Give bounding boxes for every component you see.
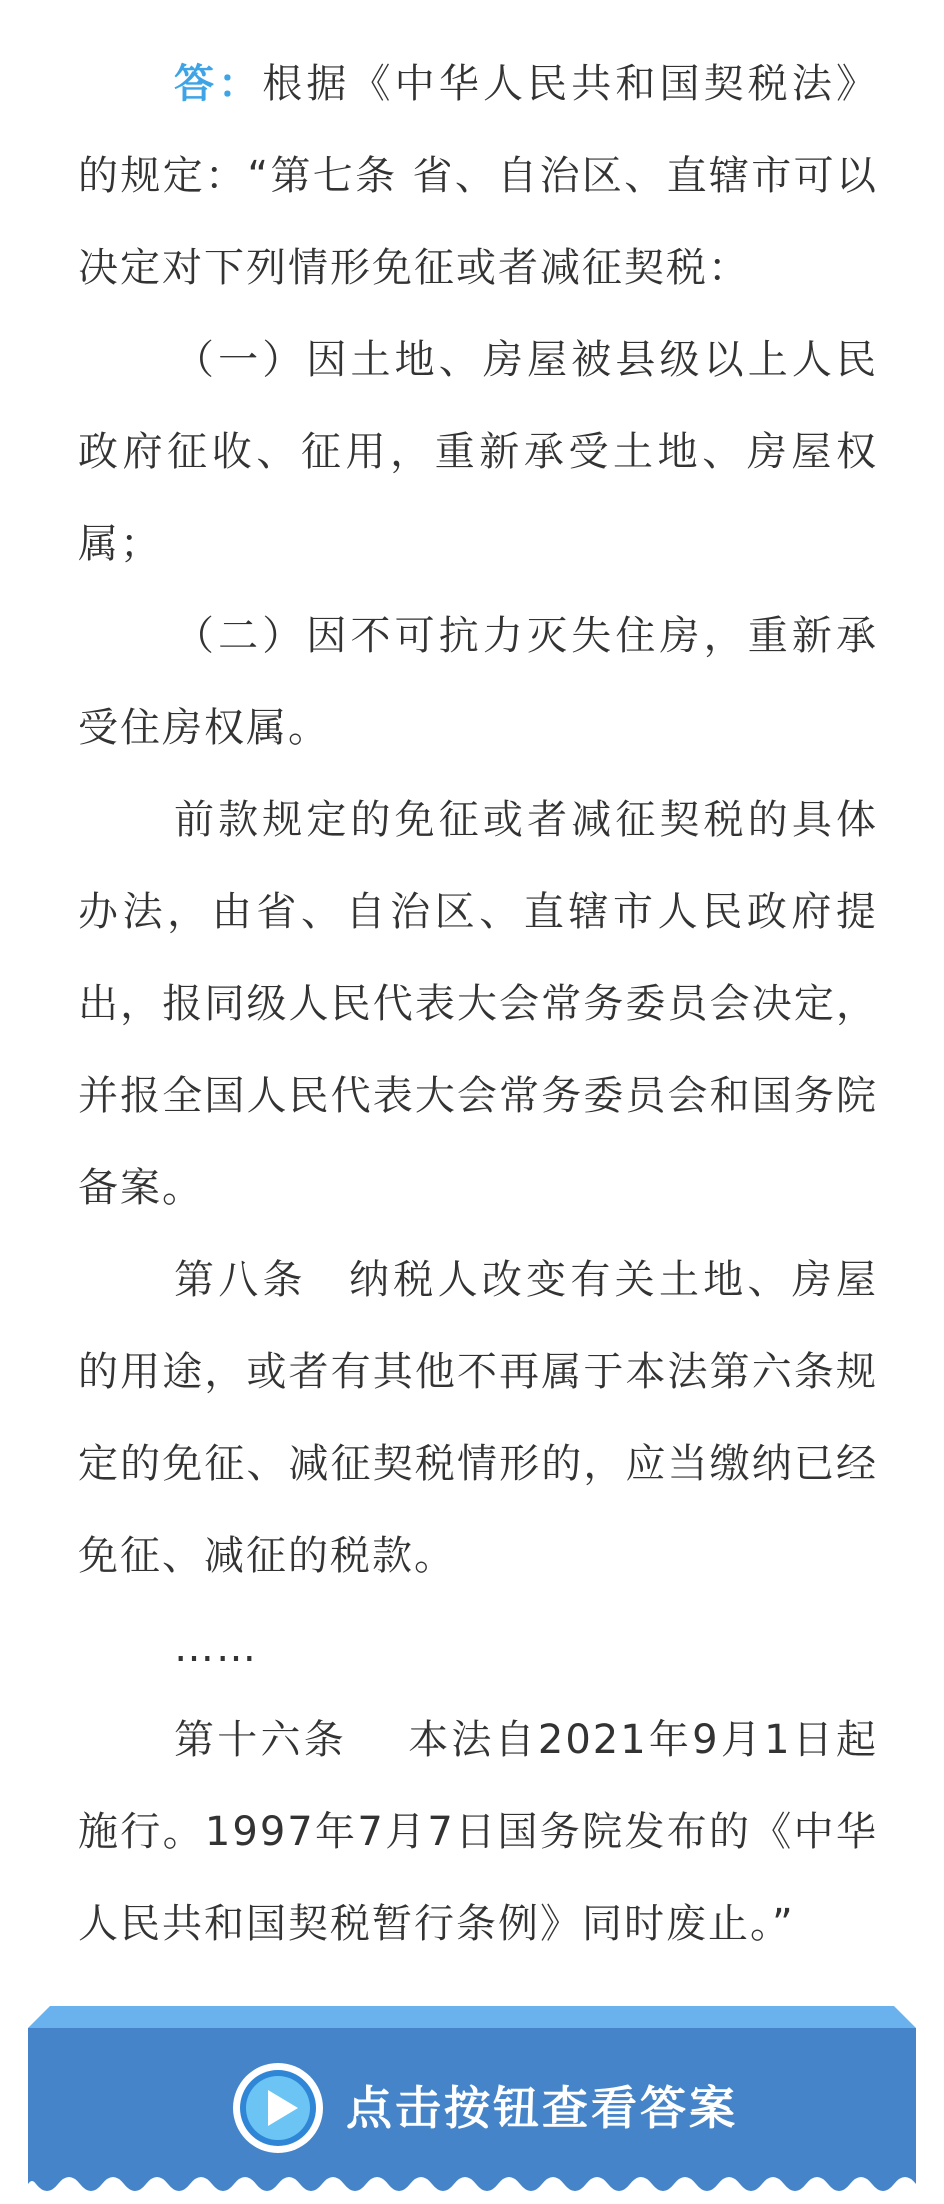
article-8-text: 纳税人改变有关土地、房屋的用途，或者有其他不再属于本法第六条规定的免征、减征契税情形的，应当缴纳已经免征、减征的税款。 xyxy=(78,1257,879,1579)
answer-intro-text: 根据《中华人民共和国契税法》的规定：“第七条 省、自治区、直辖市可以决定对下列情形免征或者减征契税： xyxy=(78,61,879,291)
article-16-paragraph xyxy=(78,1694,878,1970)
view-answer-card xyxy=(28,2006,916,2204)
answer-article xyxy=(78,38,878,1970)
article-8-heading: 第八条 xyxy=(174,1257,307,1303)
article-16-text: 本法自2021年9月1日起施行。1997年7月7日国务院发布的《中华人民共和国契税暂行条例》同时废止。” xyxy=(78,1717,879,1947)
answer-intro-paragraph xyxy=(78,38,878,314)
view-answer-label: 点击按钮查看答案 xyxy=(346,2081,738,2135)
article-8-paragraph xyxy=(78,1234,878,1602)
view-answer-button[interactable] xyxy=(28,2006,916,2204)
clause-item-2: （二）因不可抗力灭失住房，重新承受住房权属。 xyxy=(78,613,878,751)
article-16-heading: 第十六条 xyxy=(174,1717,347,1763)
clause-item-1: （一）因土地、房屋被县级以上人民政府征收、征用，重新承受土地、房屋权属； xyxy=(78,337,878,567)
play-icon xyxy=(230,2060,326,2156)
answer-label: 答： xyxy=(174,61,263,107)
clause-paragraph-3: 前款规定的免征或者减征契税的具体办法，由省、自治区、直辖市人民政府提出，报同级人民代表大会常务委员会决定，并报全国人民代表大会常务委员会和国务院备案。 xyxy=(78,797,878,1211)
ellipsis-line: …… xyxy=(174,1625,258,1671)
